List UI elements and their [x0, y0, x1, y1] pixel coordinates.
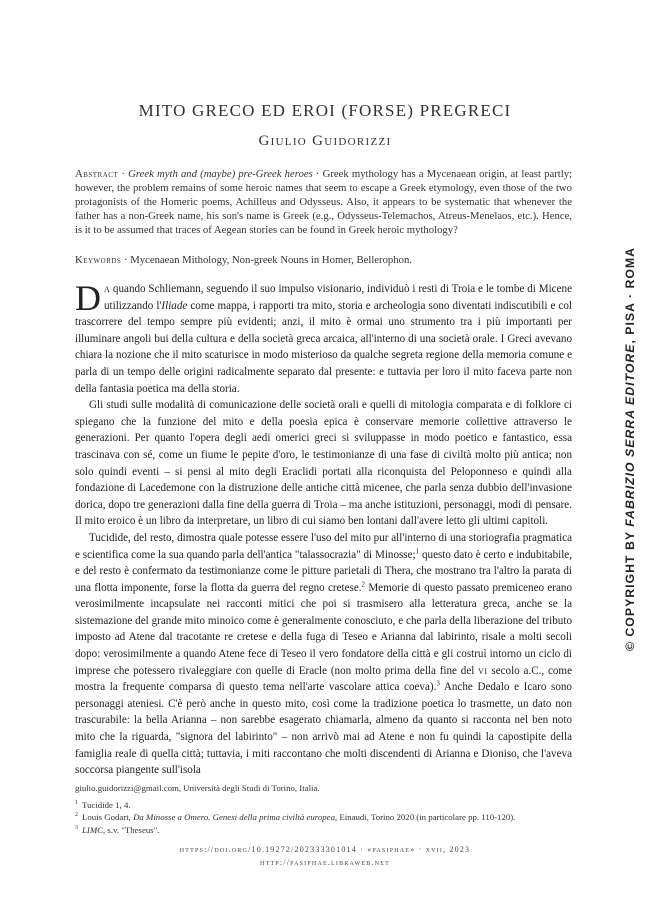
- footnote-1-number: 1: [75, 799, 78, 806]
- abstract-separator: ·: [118, 168, 129, 180]
- copyright-text-b: , PISA · ROMA: [623, 246, 637, 344]
- paper-title: MITO GRECO ED EROI (FORSE) PREGRECI: [138, 101, 512, 120]
- footnote-ref-1[interactable]: 1: [415, 546, 420, 555]
- abstract-text: · Greek mythology has a Mycenaean origin, at least partly; however, the problem remains of some heroic names that seem to escape a Greek etymology, even those of the two protagonists of the Homeric poems, Achilleus and Odysseus. Also, it appears to be systematic that whenever the father has a non-Greek name, his son's name is Greek (e.g., Odysseus-Telemachos, Atreus-Menelaos, etc.). Hence, is it to be assumed that traces of Aegean stories can be found in Greek heroic mythology?: [75, 168, 573, 236]
- footnote-2-number: 2: [75, 812, 78, 819]
- footnote-3-text: , s.v. "Theseus".: [103, 824, 160, 835]
- footnote-2-text-b: , Einaudi, Torino 2020 (in particolare pp. 110-120).: [334, 812, 516, 822]
- lead-smallcaps: a: [104, 283, 111, 295]
- paragraph-2: Gli studi sulle modalità di comunicazione delle società orali e quelli di mitologia comparata e di folklore ci spiegano che la funzione del mito e della poesia epica è conservare memorie collettive attraverso le generazioni. Per quanto l'opera degli aedi omerici greci si sviluppasse in modo poetico e fantastico, essa trascinava con sé, come un fiume le pepite d'oro, le testimonianze di una fase di civiltà molto più antica; non solo quindi eventi – si pensi al mito degli Eraclidi portati alla riconquista del Peloponneso e quindi alla fondazione di Lacedemone con la distruzione delle antiche città micenee, che parla senza dubbio dell'invasione dorica, dopo tre generazioni dalla fine della guerra di Troia – ma anche istituzioni, personaggi, modi di pensare. Il mito eroico è un libro da interpretare, un libro di cui siamo ben lontani dall'avere letto gli ultimi capitoli.: [75, 399, 572, 528]
- body-text: [75, 278, 572, 779]
- copyright-publisher: FABRIZIO SERRA EDITORE: [623, 343, 637, 527]
- doi-link[interactable]: https://doi.org/10.19272/202333301014 · «pasiphae» · xvii, 2023: [179, 845, 471, 854]
- footnote-3: [75, 824, 572, 837]
- keywords-text: · Mycenaean Mithology, Non-greek Nouns in Homer, Bellerophon.: [121, 254, 412, 266]
- keywords-label: Keywords: [75, 254, 122, 266]
- paragraph-3-text-b: questo dato è certo e indubitabile, e del resto è confermato da testimonianze come le pitture parietali di Thera, che mostrano tra l'altro la parata di una flotta imponente, forse la flotta da guerra del regno cretese.: [75, 548, 572, 594]
- paragraph-1-text-b: come mappa, i rapporti tra mito, storia e archeologia sono diventati indiscutibili e col trascorrere del tempo sempre più evidenti; anzi, il mito è ormai uno strumento tra i più importanti per illuminare angoli bui della cultura e della società greca arcaica, all'interno di una società orale. I Greci avevano chiara la nozione che il mito scaturisce in modo misterioso da qualche segreta regione della memoria comune e parla di un tempo delle origini radicalmente separato dal presente: e tuttavia per loro il mito faceva parte non della fantasia poetica ma della storia.: [75, 299, 572, 395]
- author-affiliation: giulio.guidorizzi@gmail.com, Università degli Studi di Torino, Italia.: [75, 783, 320, 793]
- keywords: [75, 253, 572, 267]
- footnote-3-number: 3: [75, 824, 78, 831]
- paragraph-3-text-e: Anche Dedalo e Icaro sono personaggi ateniesi. C'è però anche in questo mito, così come la tradizione poetica lo trasmette, un dato non trascurabile: la bella Arianna – non sarebbe esagerato chiamarla, almeno da quanto si racconta nel ben noto mito che la riguarda, "signora del labirinto" – non arrivò mai ad Atene e non fu quindi la capostipite della famiglia reale di quella città; tuttavia, i miti raccontano che molti discendenti di Arianna e Dioniso, che l'aveva soccorsa piangente sull'isola: [75, 681, 572, 777]
- footnote-3-limc: LIMC: [82, 824, 104, 835]
- paragraph-3-text-d: secolo a.C., come mostra la frequente comparsa di questo tema nell'arte vascolare attica coeva).: [75, 664, 572, 694]
- century-numeral: vi: [478, 664, 488, 677]
- abstract-label: Abstract: [75, 168, 119, 180]
- journal-url[interactable]: http://pasiphae.libraweb.net: [260, 858, 390, 867]
- footnote-2-book-title: Da Minosse a Omero. Genesi della prima civiltà europea: [133, 812, 335, 822]
- paragraph-1-text-a: quando Schliemann, seguendo il suo impulso visionario, individuò i resti di Troia e le tombe di Micene utilizzando l': [104, 283, 572, 312]
- paragraph-3-text-c: Memorie di questo passato premiceneo erano verosimilmente incapsulate nei racconti mitici che poi si trasmisero alla letteratura greca, anche se la sistemazione del grande mito minoico come è generalmente conosciuto, e che parla della liberazione del tributo imposto ad Atene dal tracotante re cretese e della fuga di Teseo e Arianna dal labirinto, risale a molti secoli dopo: verosimilmente a quando Atene fece di Teseo il vero fondatore della città e gli costruì intorno un ciclo di imprese che potessero rivaleggiare con quelle di Eracle (non molto prima della fine del: [75, 581, 572, 677]
- iliade-title: Iliade: [161, 299, 188, 312]
- paragraph-3-text-a: Tucidide, del resto, dimostra quale potesse essere l'uso del mito pur all'interno di una storiografia pragmatica e scientifica come la sua quando parla dell'antica "talassocrazia" di Minosse;: [75, 531, 572, 561]
- footnote-ref-2[interactable]: 2: [361, 580, 366, 588]
- footnote-2-text-a: Louis Godart,: [82, 812, 134, 822]
- paper-author: Giulio Guidorizzi: [258, 133, 392, 149]
- abstract: [75, 167, 572, 237]
- drop-cap: D: [75, 278, 101, 318]
- footnote-2: [75, 811, 572, 824]
- footnote-1: [75, 799, 572, 812]
- paragraph-1: [75, 278, 572, 397]
- abstract-english-title: Greek myth and (maybe) pre-Greek heroes: [128, 168, 313, 180]
- footnote-ref-3[interactable]: 3: [436, 679, 440, 688]
- copyright-text-a: © COPYRIGHT BY: [623, 526, 637, 652]
- copyright-notice: [623, 247, 637, 651]
- footnote-1-text: Tucidide 1, 4.: [82, 799, 131, 810]
- paragraph-3: [75, 530, 572, 779]
- footnotes: [75, 782, 572, 836]
